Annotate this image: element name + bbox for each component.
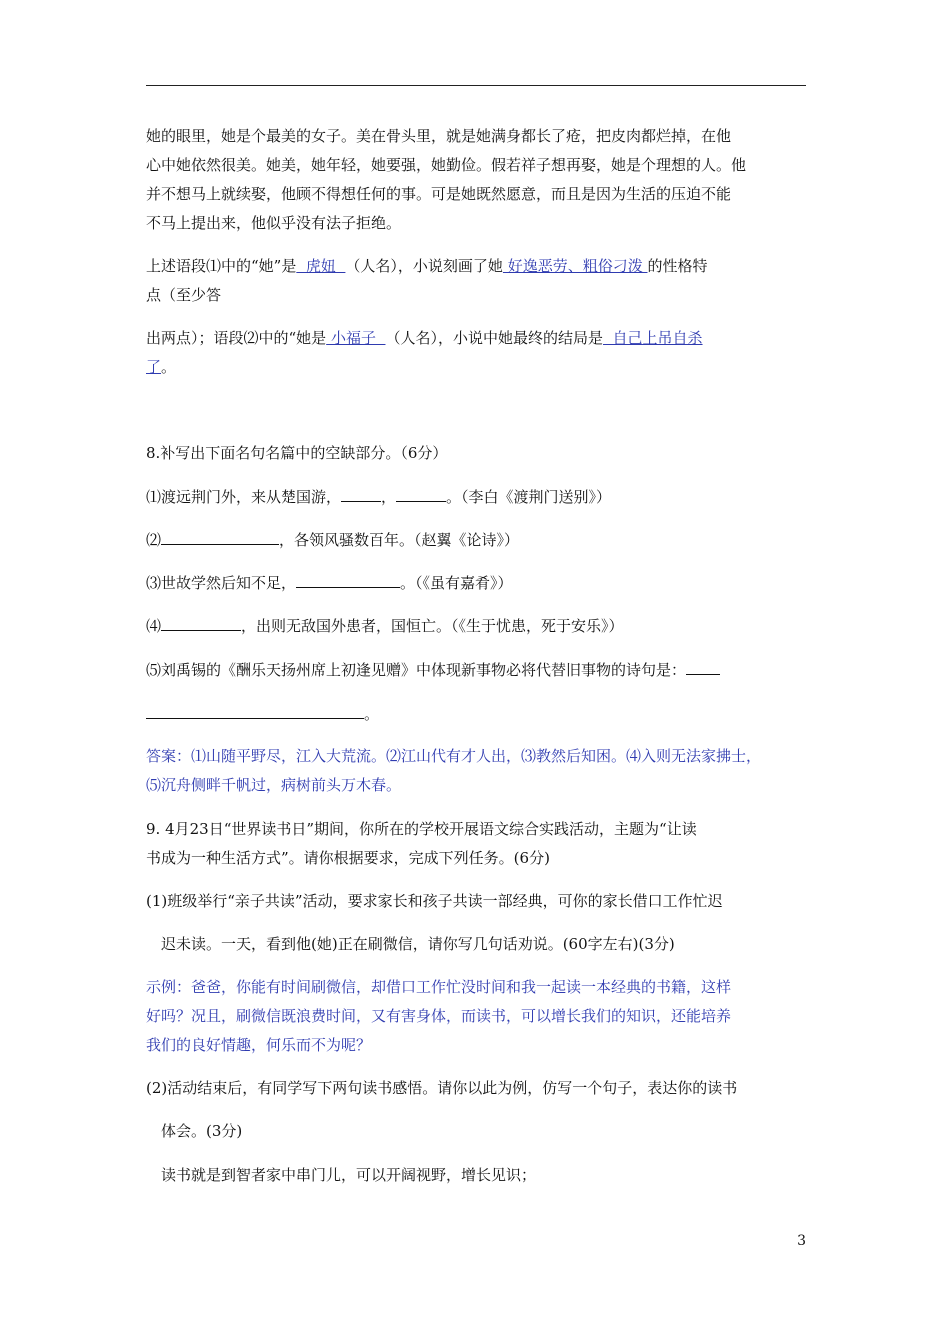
q9-part2-line-3: 读书就是到智者家中串门儿，可以开阔视野，增长见识； [161, 1166, 537, 1184]
answer-name-1: 虎妞 [296, 257, 346, 275]
passage-line: 她的眼里，她是个最美的女子。美在骨头里，就是她满身都长了疮，把皮肉都烂掉，在他 [146, 127, 732, 145]
answer-trait: 好逸恶劳、粗俗刁泼 [502, 257, 648, 275]
page-number: 3 [797, 1233, 806, 1249]
q9-part1-line-2: 迟未读。一天，看到他(她)正在刷微信，请你写几句话劝说。(60字左右)(3分) [161, 935, 675, 953]
q7-line-4: 了。 [146, 358, 177, 376]
answer-name-2: 小福子 [326, 329, 386, 347]
q8-answer-line-1: 答案：⑴山随平野尽，江入大荒流。⑵江山代有才人出，⑶教然后知困。⑷入则无法家拂士， [146, 747, 762, 765]
q9-part1-line-1: (1)班级举行“亲子共读”活动，要求家长和孩子共读一部经典，可你的家长借口工作忙迟 [146, 892, 723, 910]
q9-example-line-1: 示例：爸爸，你能有时间刷微信，却借口工作忙没时间和我一起读一本经典的书籍，这样 [146, 978, 732, 996]
fill-blank[interactable] [146, 704, 364, 719]
answer-ending: 自己上吊自杀 [603, 329, 703, 347]
fill-blank[interactable] [396, 487, 446, 502]
q7-line-1: 上述语段⑴中的“她”是 虎妞 （人名），小说刻画了她 好逸恶劳、粗俗刁泼 的性格特 [146, 257, 708, 275]
fill-blank[interactable] [341, 487, 381, 502]
fill-blank[interactable] [296, 573, 400, 588]
passage-line: 心中她依然很美。她美，她年轻，她要强，她勤俭。假若祥子想再娶，她是个理想的人。他 [146, 156, 747, 174]
q7-line-2: 点（至少答 [146, 286, 222, 304]
passage-line: 不马上提出来，他似乎没有法子拒绝。 [146, 214, 402, 232]
fill-blank[interactable] [161, 616, 241, 631]
q9-title-line-2: 书成为一种生活方式”。请你根据要求，完成下列任务。(6分) [146, 849, 550, 867]
fill-blank[interactable] [686, 660, 720, 675]
q8-title: 8.补写出下面名句名篇中的空缺部分。（6分） [146, 444, 448, 462]
q8-item-5-cont: 。 [146, 704, 379, 724]
q8-answer-line-2: ⑸沉舟侧畔千帆过，病树前头万木春。 [146, 776, 402, 794]
q9-example-line-3: 我们的良好情趣，何乐而不为呢？ [146, 1036, 372, 1054]
q7-line-3: 出两点）；语段⑵中的“她是 小福子 （人名），小说中她最终的结局是 自己上吊自杀 [146, 329, 703, 347]
q8-item-1: ⑴渡远荆门外，来从楚国游， ， 。（李白《渡荆门送别》） [146, 488, 612, 506]
q9-example-line-2: 好吗？况且，刷微信既浪费时间，又有害身体，而读书，可以增长我们的知识，还能培养 [146, 1007, 732, 1025]
fill-blank[interactable] [161, 530, 279, 545]
answer-ending-cont: 了 [146, 358, 162, 376]
q8-item-3: ⑶世故学然后知不足， 。（《虽有嘉肴》） [146, 574, 513, 592]
q9-title-line-1: 9. 4月23日“世界读书日”期间，你所在的学校开展语文综合实践活动，主题为“让读 [146, 820, 697, 838]
q8-item-5: ⑸刘禹锡的《酬乐天扬州席上初逢见赠》中体现新事物必将代替旧事物的诗句是： [146, 660, 720, 680]
header-rule [146, 85, 806, 86]
q9-part2-line-1: (2)活动结束后，有同学写下两句读书感悟。请你以此为例，仿写一个句子，表达你的读书 [146, 1079, 738, 1097]
q8-item-2: ⑵ ，各领风骚数百年。（赵翼《论诗》） [146, 531, 520, 549]
q8-item-4: ⑷ ，出则无敌国外患者，国恒亡。（《生于忧患，死于安乐》） [146, 617, 624, 635]
passage-line: 并不想马上就续娶，他顾不得想任何的事。可是她既然愿意，而且是因为生活的压迫不能 [146, 185, 732, 203]
q9-part2-line-2: 体会。(3分) [161, 1122, 243, 1140]
